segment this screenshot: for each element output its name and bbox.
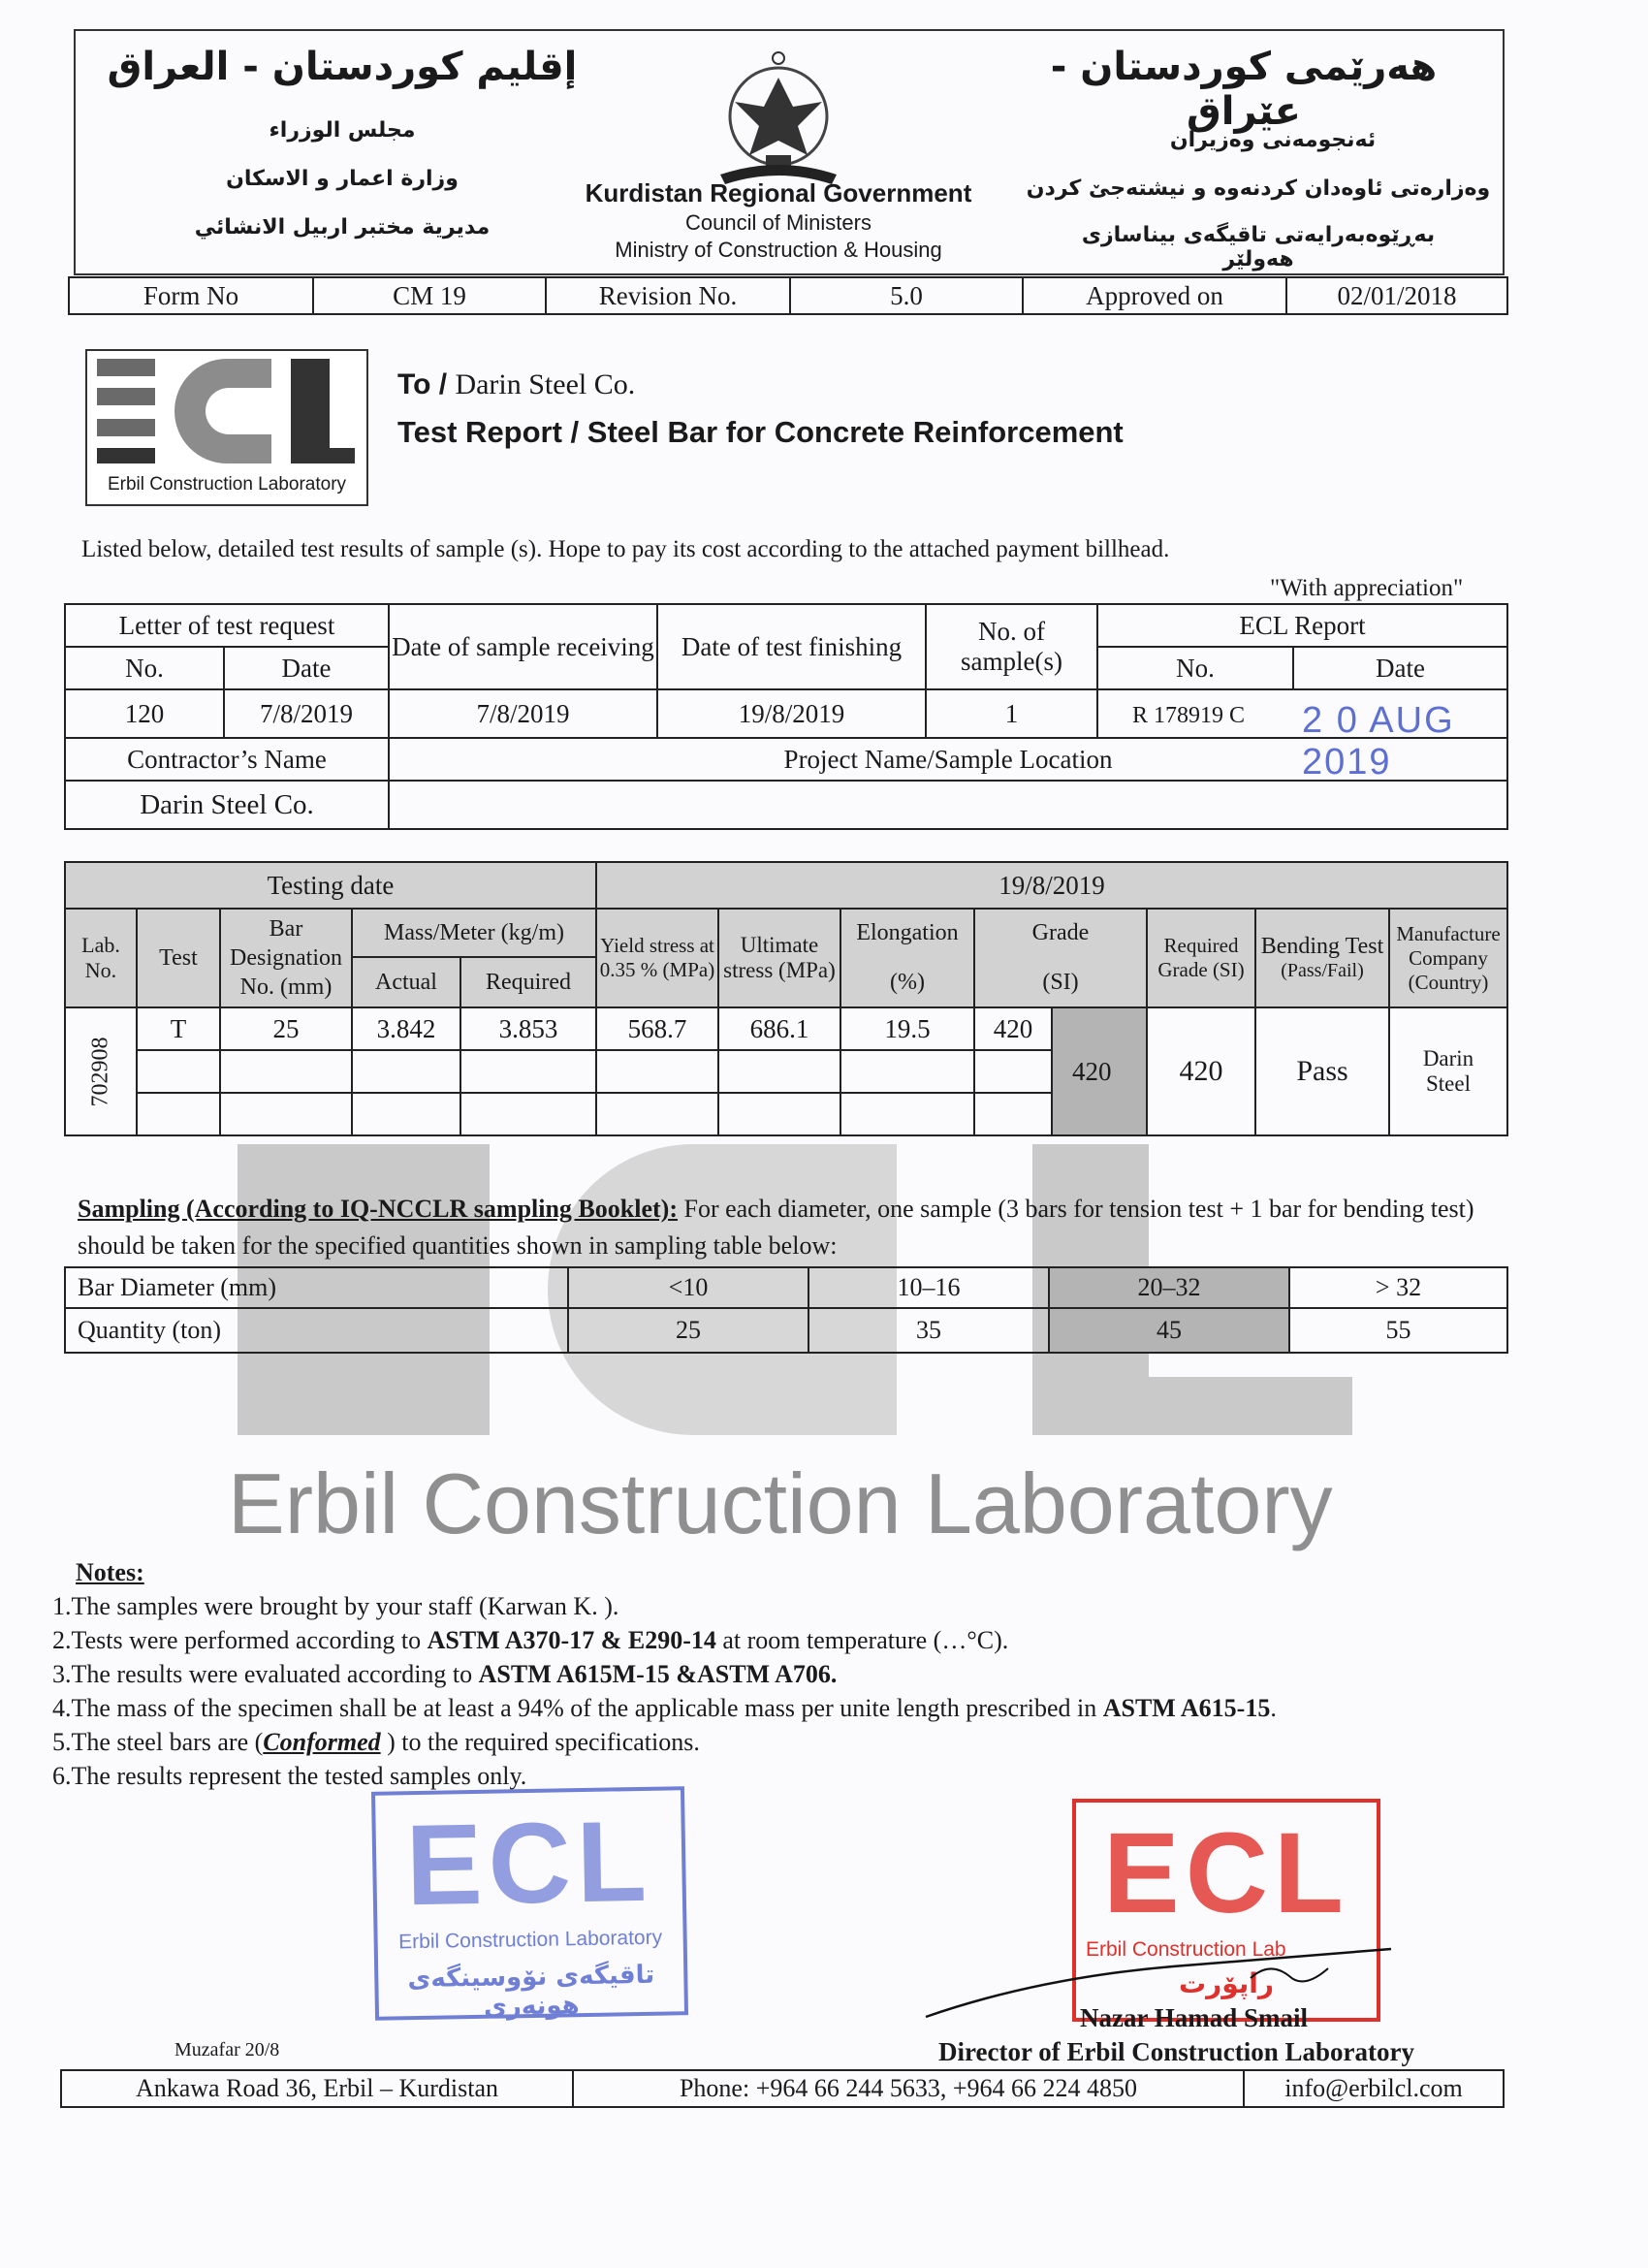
initials-note: Muzafar 20/8 [174,2039,280,2060]
request-info-table: Letter of test request Date of sample receiving Date of test finishing No. of sample(s) ECL Report No. Date No. Date 120 7/8/2019 7/8/2019 19/8/2019 1 R 178919 C 2 0 AUG 2019 Contractor’s Name Project Name/Sample Location Darin Steel Co. [64,603,1508,830]
sampling-table: Bar Diameter (mm) <10 10–16 20–32 > 32 Quantity (ton) 25 35 45 55 [64,1266,1508,1354]
letterhead: إقليم كوردستان - العراق مجلس الوزراء وزارة اعمار و الاسكان مديرية مختبر اربيل الانشائي Kurdistan Regional Government Council of Ministers Ministry of Construction & Housing هەرێمی کوردستان - عێراق ئەنجومەنی وەزیران وەزارەتی ئاوەدان کردنەوە و نیشتەجێ کردن بەڕێوەبەرایەتی تاقیگەی بیناسازی هەولێر [74,29,1505,275]
arabic-title: إقليم كوردستان - العراق [107,45,578,89]
form-info-table: Form No CM 19 Revision No. 5.0 Approved on 02/01/2018 [68,276,1508,315]
appreciation: "With appreciation" [1270,575,1464,601]
logo-caption: Erbil Construction Laboratory [107,474,347,495]
signatory-name: Nazar Hamad Smail [1080,2003,1308,2032]
signatory-title: Director of Erbil Construction Laboratory [938,2037,1414,2066]
recipient: To / Darin Steel Co. [397,368,636,400]
watermark-lab-name: Erbil Construction Laboratory [228,1455,1333,1551]
krg-emblem [706,48,851,194]
ecl-stamp-blue: ECL Erbil Construction Laboratory تاقیگەی نۆوسینگەی هونەری [371,1786,688,2021]
date-stamp: 2 0 AUG 2019 [1302,700,1455,783]
test-results-table: Testing date 19/8/2019 Lab. No. Test Bar Designation No. (mm) Mass/Meter (kg/m) Yield stress at 0.35 % (MPa) Ultimate stress (MPa) Elongation (%) Grade (SI) Required Grade (SI) Bending Test (Pass/Fail) Manufacture Company (Country) Actual Required 702908 T 25 3.842 3.853 568.7 686.1 19.5 420 420 420 Pass Darin Steel [64,861,1508,1136]
kurdish-title: هەرێمی کوردستان - عێراق [1050,45,1438,134]
notes: Notes: 1.The samples were brought by your staff (Karwan K. ). 2.Tests were performed according to ASTM A370-17 & E290-14 at room temperature (…°C). 3.The results were evaluated according to ASTM A615M-15 &ASTM A706. 4.The mass of the specimen shall be at least a 94% of the applicable mass per unite length prescribed in ASTM A615-15. 5.The steel bars are (Conformed ) to the required specifications. 6.The results represent the tested samples only. [52,1558,1277,1790]
footer-table: Ankawa Road 36, Erbil – Kurdistan Phone: +964 66 244 5633, +964 66 224 4850 info@erbilcl.com [60,2069,1505,2108]
ecl-stamp-red: ECL Erbil Construction Lab راپۆرت [1072,1799,1380,2022]
contractor-name: Darin Steel Co. [65,781,389,829]
sampling-paragraph: Sampling (According to IQ-NCCLR sampling Booklet): For each diameter, one sample (3 bars for tension test + 1 bar for bending test) should be taken for the specified quantities shown in sampling table below: [78,1195,1474,1260]
intro-text: Listed below, detailed test results of sample (s). Hope to pay its cost according to the attached payment billhead. [81,536,1170,562]
ecl-report-no: R 178919 C [1132,702,1246,728]
report-title: Test Report / Steel Bar for Concrete Reinforcement [397,415,1124,449]
krg-name: Kurdistan Regional Government [585,178,972,208]
ecl-logo [85,349,368,506]
lab-no: 702908 [87,1037,113,1106]
bending-result: Pass [1255,1007,1389,1135]
